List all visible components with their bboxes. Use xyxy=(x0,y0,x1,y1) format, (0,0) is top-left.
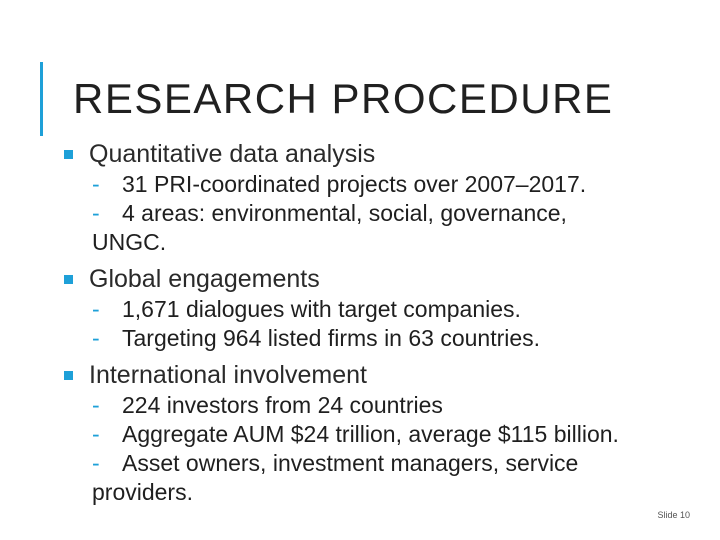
dash-icon: - xyxy=(92,325,100,351)
sub-item: - 1,671 dialogues with target companies. xyxy=(92,296,521,322)
square-bullet-icon xyxy=(64,150,73,159)
sub-item: - 31 PRI-coordinated projects over 2007–2017. xyxy=(92,171,587,197)
bullet-label: Quantitative data analysis xyxy=(89,140,376,168)
dash-icon: - xyxy=(92,450,100,476)
square-bullet-icon xyxy=(64,275,73,284)
bullet-label: International involvement xyxy=(89,361,367,389)
dash-icon: - xyxy=(92,392,100,418)
sub-list xyxy=(64,391,704,507)
bullet xyxy=(64,359,704,391)
sub-item: - Asset owners, investment managers, service xyxy=(92,450,579,476)
sub-list xyxy=(64,295,704,353)
sub-item-continuation: providers. xyxy=(92,479,193,505)
dash-icon: - xyxy=(92,421,100,447)
dash-icon: - xyxy=(92,171,100,197)
square-bullet-icon xyxy=(64,371,73,380)
slide-title: RESEARCH PROCEDURE xyxy=(73,75,614,122)
bullet-label: Global engagements xyxy=(89,265,320,293)
bullet-section xyxy=(64,138,704,257)
sub-item-continuation: UNGC. xyxy=(92,229,167,255)
sub-list xyxy=(64,170,704,257)
bullet-section xyxy=(64,263,704,353)
bullet xyxy=(64,263,704,295)
slide-number: Slide 10 xyxy=(657,510,690,520)
slide-content xyxy=(64,138,704,513)
sub-item: - 4 areas: environmental, social, governance, xyxy=(92,200,567,226)
sub-item: - Aggregate AUM $24 trillion, average $115 billion. xyxy=(92,421,619,447)
sub-item: - Targeting 964 listed firms in 63 countries. xyxy=(92,325,541,351)
sub-item: - 224 investors from 24 countries xyxy=(92,392,443,418)
dash-icon: - xyxy=(92,200,100,226)
dash-icon: - xyxy=(92,296,100,322)
bullet xyxy=(64,138,704,170)
bullet-section xyxy=(64,359,704,507)
title-accent-bar xyxy=(40,62,43,136)
